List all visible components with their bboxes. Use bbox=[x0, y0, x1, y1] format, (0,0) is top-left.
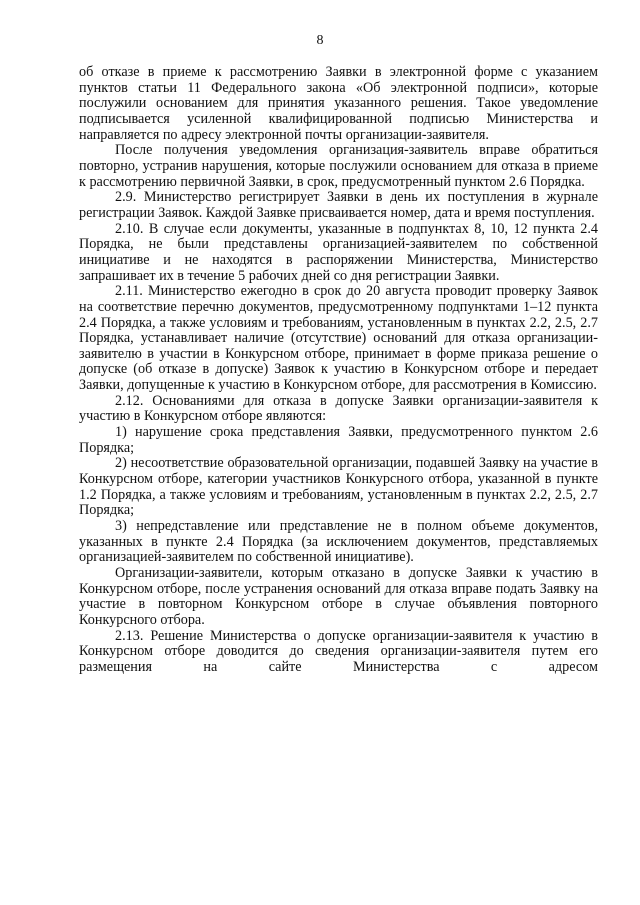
paragraph-2-11: 2.11. Министерство ежегодно в срок до 20 августа проводит проверку Заявок на соответствие перечню документов, предусмотренному подпунктами 1–12 пункта 2.4 Порядка, а также условиям и требованиям, установленным в пунктах 2.2, 2.5, 2.7 Порядка, устанавливает наличие (отсутствие) оснований для отказа организации-заявителю в участии в Конкурсном отборе, принимает в форме приказа решение о допуске (об отказе в допуске) Заявок к участию в Конкурсном отборе и передает Заявки, допущенные к участию в Конкурсном отборе, для рассмотрения в Комиссию. bbox=[79, 283, 598, 394]
paragraph-refused-applicants: Организации-заявители, которым отказано в допуске Заявки к участию в Конкурсном отборе, после устранения оснований для отказа вправе подать Заявку на участие в повторном Конкурсном отборе в случае объявления повторного Конкурсного отбора. bbox=[79, 565, 598, 628]
paragraph-resubmission: После получения уведомления организация-заявитель вправе обратиться повторно, устранив нарушения, которые послужили основанием для отказа в приеме к рассмотрению первичной Заявки, в срок, предусмотренный пунктом 2.6 Порядка. bbox=[79, 142, 598, 190]
list-item-2: 2) несоответствие образовательной организации, подавшей Заявку на участие в Конкурсном отборе, категории участников Конкурсного отбора, указанной в пункте 1.2 Порядка, а также условиям и требованиям, установленным в пунктах 2.2, 2.5, 2.7 Порядка; bbox=[79, 455, 598, 519]
list-item-3: 3) непредставление или представление не в полном объеме документов, указанных в пункте 2.4 Порядка (за исключением документов, представляемых организацией-заявителем по собственной инициативе). bbox=[79, 518, 598, 566]
paragraph-2-12: 2.12. Основаниями для отказа в допуске Заявки организации-заявителя к участию в Конкурсном отборе являются: bbox=[79, 392, 598, 425]
page-number: 8 bbox=[316, 33, 324, 48]
paragraph-2-13: 2.13. Решение Министерства о допуске организации-заявителя к участию в Конкурсном отборе доводится до сведения организации-заявителя путем его размещения на сайте Министерства с адресом bbox=[79, 627, 598, 675]
paragraph-continuation: об отказе в приеме к рассмотрению Заявки в электронной форме с указанием пунктов статьи 11 Федерального закона «Об электронной подписи», которые послужили основанием для принятия указанного решения. Такое уведомление подписывается усиленной квалифицированной подписью Министерства и направляется по адресу электронной почты организации-заявителя. bbox=[79, 64, 598, 143]
list-item-1: 1) нарушение срока представления Заявки, предусмотренного пунктом 2.6 Порядка; bbox=[79, 424, 598, 456]
document-body bbox=[79, 65, 598, 676]
paragraph-2-10: 2.10. В случае если документы, указанные в подпунктах 8, 10, 12 пункта 2.4 Порядка, не были представлены организацией-заявителем по собственной инициативе и не находятся в распоряжении Министерства, Министерство запрашивает их в течение 5 рабочих дней со дня регистрации Заявки. bbox=[79, 220, 598, 284]
paragraph-2-9: 2.9. Министерство регистрирует Заявки в день их поступления в журнале регистрации Заявок. Каждой Заявке присваивается номер, дата и время поступления. bbox=[79, 189, 598, 221]
